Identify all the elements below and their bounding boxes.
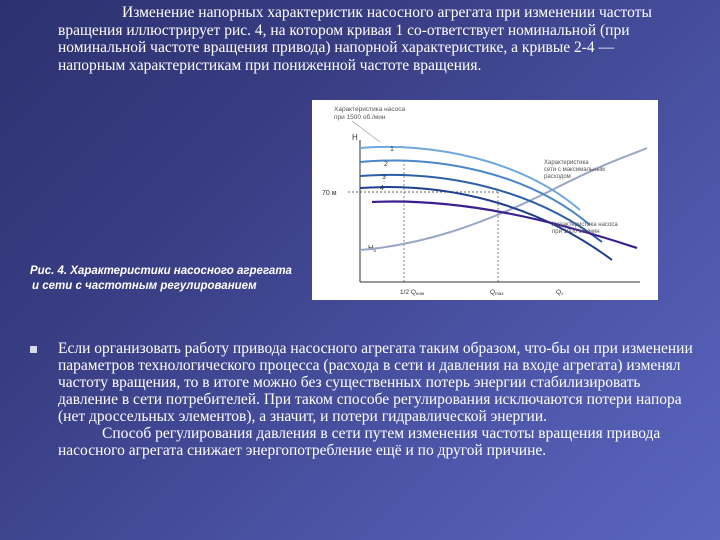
figure-svg [312,100,658,300]
network-label-3: расходом [544,174,571,180]
caption-line-1: Рис. 4. Характеристики насосного агрегата [30,265,292,277]
bullet-paragraph: Если организовать работу привода насосного агрегата таким образом, что-бы он при изменении параметров технологического процесса (расхода в сети и давления на входе агрегата) изменял частоту вращения, то в итоге можно без существенных потерь энергии стабилизировать давление в сети потребителей. При таком способе регулирования исключаются потери напора (нет дроссельных элементов), а значит, и потери гидравлической энергии. [58,340,693,425]
caption-line-2: и сети с частотным регулированием [32,280,257,292]
network-label-2: сети с максимальным [544,167,605,173]
x-label-qmax: Qmax [490,289,504,296]
curve-label-2: 2 [384,161,388,168]
pump-characteristics-figure [312,100,658,300]
curve-label-3: 3 [382,174,386,181]
network-label-1: Характеристика [544,160,589,166]
bullet-paragraph-2: Способ регулирования давления в сети путем изменения частоты вращения привода насосного агрегата снижает энергопотребление ещё и по другой причине. [58,425,661,459]
curve-label-4: 4 [380,185,384,192]
tick-70m: 70 м [322,190,337,197]
bullet-square-icon [30,346,37,353]
low-speed-label-2: при 1000 об./мин [552,229,600,235]
x-axis-label: Qc [556,289,564,296]
network-curve [360,148,647,250]
y-axis-label: H [352,133,358,142]
bullet-item [30,340,700,459]
low-speed-label-1: Характеристика насоса [552,222,618,228]
figure-caption [30,264,320,294]
spacer [360,203,527,248]
x-label-half-q: 1/2 Qном [400,289,424,296]
intro-paragraph: Изменение напорных характеристик насосного агрегата при изменении частоты вращения иллюстрирует рис. 4, на котором кривая 1 со-ответствует номинальной (при номинальной частоте вращения привода) напорной характеристике, а кривые 2-4 — напорным характеристикам при пониженной частоте вращения. [58,4,652,74]
figure-top-label-2: при 1500 об./мин [334,114,386,121]
figure-top-label-1: Характеристика насоса [334,106,406,113]
h0-label: $H_0$ [368,243,377,254]
curve-label-1: 1 [390,146,394,153]
